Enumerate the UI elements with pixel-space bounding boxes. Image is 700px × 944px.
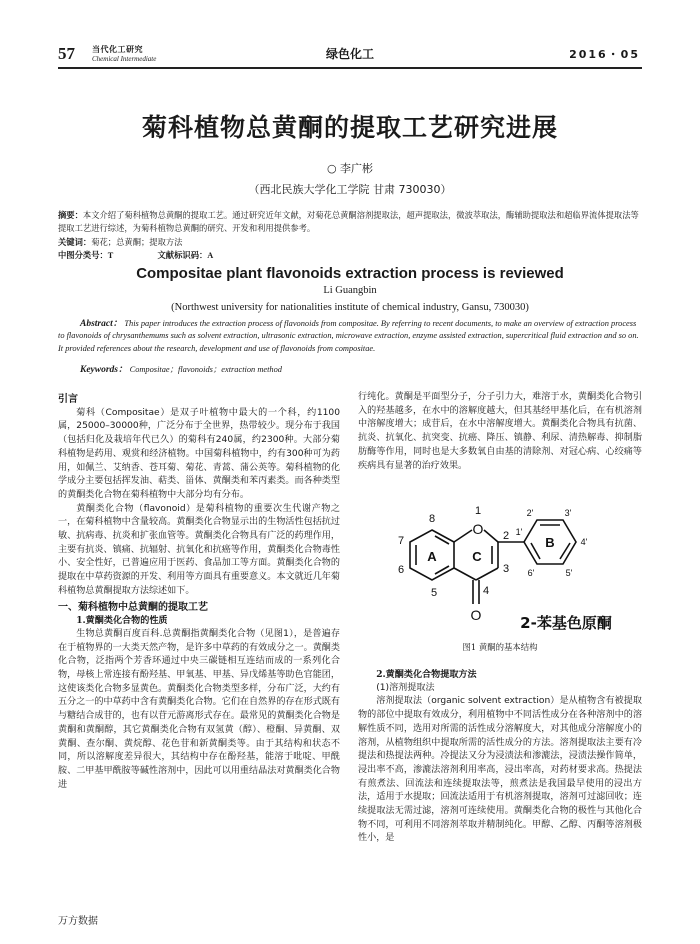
doc-code-value: A bbox=[207, 251, 214, 260]
abstract-cn-label: 摘要： bbox=[58, 211, 83, 220]
article-title-en: Compositae plant flavonoids extraction process is reviewed bbox=[136, 265, 564, 282]
c-ring-bond-o1 bbox=[454, 530, 472, 542]
keywords-en: Keywords： Compositae；flavonoids；extraction method bbox=[80, 365, 282, 375]
keywords-cn-label: 关键词： bbox=[58, 238, 92, 247]
journal-name-en: Chemical Intermediate bbox=[92, 55, 157, 63]
position-5p-label: 5' bbox=[565, 568, 573, 578]
affiliation-en: (Northwest university for nationalities institute of chemical industry, Gansu, 730030) bbox=[171, 302, 529, 313]
abstract-en: Abstract： This paper introduces the extraction process of flavonoids from compositae. By referring to recent documents, to make an overview of extraction process to flavonoids of chrysanthemums such as solvent extraction, ultrasonic extraction, microwave extraction, enzyme assisted extraction, supercritical fluid extraction and so on. It provided references about the research, development and use of flavonoids from compositae. bbox=[58, 319, 639, 353]
ring-a-label: A bbox=[427, 549, 437, 564]
footer-watermark: 万方数据 bbox=[58, 916, 98, 927]
header-divider bbox=[58, 67, 642, 69]
position-6p-label: 6' bbox=[527, 568, 535, 578]
right-column-bottom bbox=[358, 668, 642, 846]
doc-code-label: 文献标识码： bbox=[157, 251, 208, 260]
abstract-cn-text: 本文介绍了菊科植物总黄酮的提取工艺。通过研究近年文献，对菊花总黄酮溶剂提取法，超声提取法，微波萃取法，酶辅助提取法和超临界流体提取法等提取工艺进行综述，为菊科植物总黄酮的研究、开发和利用提供参考。 bbox=[58, 211, 639, 233]
position-7-label: 7 bbox=[397, 535, 405, 547]
carbonyl-oxygen-label: O bbox=[470, 607, 482, 623]
classification-row bbox=[58, 250, 642, 263]
position-3p-label: 3' bbox=[564, 508, 572, 518]
article-title-cn: 菊科植物总黄酮的提取工艺研究进展 bbox=[141, 113, 558, 142]
section-1-subheading-1: 1.黄酮类化合物的性质 bbox=[76, 615, 168, 627]
section-label: 绿色化工 bbox=[325, 47, 374, 61]
intro-heading: 引言 bbox=[58, 394, 78, 405]
position-8-label: 8 bbox=[428, 513, 436, 525]
keywords-cn bbox=[58, 237, 642, 250]
clc-value: T bbox=[107, 251, 114, 260]
position-4p-label: 4' bbox=[580, 537, 588, 547]
figure-1-caption: 图1 黄酮的基本结构 bbox=[462, 642, 538, 652]
ring-b-double-bond-2 bbox=[560, 543, 570, 559]
author-cn: ○ 李广彬 bbox=[326, 162, 374, 175]
c-ring-bond-c4 bbox=[476, 568, 498, 580]
ring-c-label: C bbox=[472, 549, 482, 564]
clc-label: 中图分类号： bbox=[58, 251, 108, 260]
affiliation-cn: （西北民族大学化工学院 甘肃 730030） bbox=[248, 183, 452, 196]
c-ring-bond-c4a bbox=[454, 568, 476, 580]
position-5-label: 5 bbox=[430, 587, 438, 599]
position-1-label: 1 bbox=[474, 505, 482, 517]
ring-oxygen-label: O bbox=[472, 521, 484, 537]
issue-label: 2016・05 bbox=[569, 48, 640, 61]
position-4-label: 4 bbox=[482, 585, 490, 597]
structure-name-label: 2-苯基色原酮 bbox=[520, 614, 612, 632]
keywords-en-text: Compositae；flavonoids；extraction method bbox=[129, 365, 282, 374]
position-3-label: 3 bbox=[502, 563, 510, 575]
ring-a-double-bond-3 bbox=[435, 566, 449, 574]
right-paragraph-1: 行纯化。黄酮是平面型分子，分子引力大，难溶于水，黄酮类化合物引入的羟基越多，在水中的溶解度越大，但其基经甲基化后，在有机溶剂中溶解度增大；成苷后，在水中溶解度增大。黄酮类化合物具有抗菌、抗炎、抗氧化、抗突变、抗癌、降压、镇静、利尿、清热解毒、抑制脂肪酶等作用，同时也是大多数氧自由基的清除剂、对冠心病、心绞痛等疾病具有显著的治疗效果。 bbox=[358, 392, 642, 471]
left-column bbox=[58, 391, 340, 792]
section-1-subheading-2: 2.黄酮类化合物提取方法 bbox=[376, 669, 477, 680]
abstract-cn bbox=[58, 210, 642, 235]
position-2p-label: 2' bbox=[526, 508, 534, 518]
position-6-label: 6 bbox=[397, 564, 405, 576]
journal-name-cn: 当代化工研究 bbox=[92, 45, 143, 54]
section-1-subheading-2-1: (1)溶剂提取法 bbox=[376, 682, 435, 693]
intro-paragraph-1: 菊科（Compositae）是双子叶植物中最大的一个科，约1100属，25000–30000种，广泛分布于全世界，热带较少。现分布于我国（包括归化及栽培年代已久）的菊科有240属，约2300种。大部分菊科植物是药用、观赏和经济植物。中国菊科植物中，约有300种可为药用，如佩兰、艾纳香、苍耳菊、菊花、青蒿、蒲公英等。菊科植物的化学成分主要包括挥发油、萜类、甾体、黄酮类和苯丙素类。而各种类型的黄酮类化合物在菊科植物中大部分均有分布。 bbox=[58, 407, 340, 500]
abstract-en-label: Abstract bbox=[80, 319, 113, 329]
c-ring-bond-c2 bbox=[484, 530, 498, 542]
page-number: 57 bbox=[58, 44, 75, 63]
ring-b-label: B bbox=[545, 535, 555, 550]
structure-labels bbox=[398, 505, 612, 632]
position-2-label: 2 bbox=[502, 530, 510, 542]
section-1-paragraph-1: 生物总黄酮百度百科.总黄酮指黄酮类化合物（见图1），是普遍存在于植物界的一大类天然产物，是许多中草药的有效成分之一。黄酮类化合物，泛指两个芳香环通过中央三碳链相互连结而成的一系列化合物，母核上常连接有酚羟基、甲氧基、甲基、异戊烯基等助色官能团，这使该类化合物多显黄色。黄酮类化合物类型多样，分布广泛，大约有五分之一的中草药中含有黄酮类化合物。它们在自然界的存在形式既有与糖结合成苷的，也有以苷元游离形式存在。最常见的黄酮类化合物是黄酮和黄酮醇，其它黄酮类化合物有双氢黄（醇）、橙酮、异黄酮、双黄酮、查尔酮、黄烷醇、花色苷和新黄酮类等。由于其结构和状态不同，所以溶解度差异很大，其结构中存在酚羟基，能溶于吡啶、甲酰胺、二甲基甲酰胺等碱性溶剂中，因此可以用重结晶法对黄酮类化合物进 bbox=[58, 628, 340, 790]
right-column-top bbox=[358, 391, 642, 473]
keywords-cn-text: 菊花；总黄酮；提取方法 bbox=[91, 238, 183, 247]
abstract-en-text: This paper introduces the extraction process of flavonoids from compositae. By referring to recent documents, to make an overview of extraction process to flavonoids of chrysanthemums such as solvent extraction, ultrasonic extraction, microwave extraction, enzyme assisted extraction, supercritical fluid extraction and so on. It provided references about the research, development and use of flavonoids from compositae. bbox=[58, 319, 639, 353]
keywords-en-label: Keywords bbox=[80, 365, 118, 375]
right-paragraph-2: 溶剂提取法（organic solvent extraction）是从植物含有被提取物的部位中提取有效成分，利用植物中不同活性成分在各种溶剂中的溶解性质不同，选用对所需的活性成分溶解度大，对其他成分溶解度小的溶剂，从植物组织中提取所需的活性成分的方法。溶剂提取法主要有冷提法和热提法两种。冷提法又分为浸渍法和渗漉法，浸渍法操作简单，浸出率不高，渗漉法溶剂利用率高，浸出率高，对药材要求高。热提法有煎煮法、回流法和连续提取法等，煎煮法是我国最早使用的浸出方法，适用于水提取；回流法适用于有机溶剂提取，溶剂可过滤回收；连续提取法无需过滤，溶剂可连续使用。黄酮类化合物的极性与其他化合物不同，可利用不同溶剂萃取并精制纯化。甲醇、乙醇、丙酮等溶剂极性小，是 bbox=[358, 696, 642, 844]
section-1-heading: 一、菊科植物中总黄酮的提取工艺 bbox=[58, 601, 208, 613]
flavone-structure-figure bbox=[390, 488, 638, 638]
position-1p-label: 1' bbox=[515, 527, 523, 537]
intro-paragraph-2: 黄酮类化合物（flavonoid）是菊科植物的重要次生代谢产物之一，在菊科植物中含量较高。黄酮类化合物显示出的生物活性包括抗过敏、抗病毒、抗炎和扩张血管等。黄酮类化合物具有广泛的药理作用，主要有抗炎、镇痛、抗辐射、抗氧化和抗癌等作用，黄酮类化合物毒性小、安全性好，已普遍应用于医药、食品加工等方面。黄酮类化合物的提取在中草药资源的开发、利用等方面具有重要意义。本文就近几年菊科植物总黄酮提取方法综述如下。 bbox=[58, 503, 340, 596]
author-en: Li Guangbin bbox=[323, 285, 377, 296]
ring-a-double-bond-2 bbox=[435, 536, 449, 544]
